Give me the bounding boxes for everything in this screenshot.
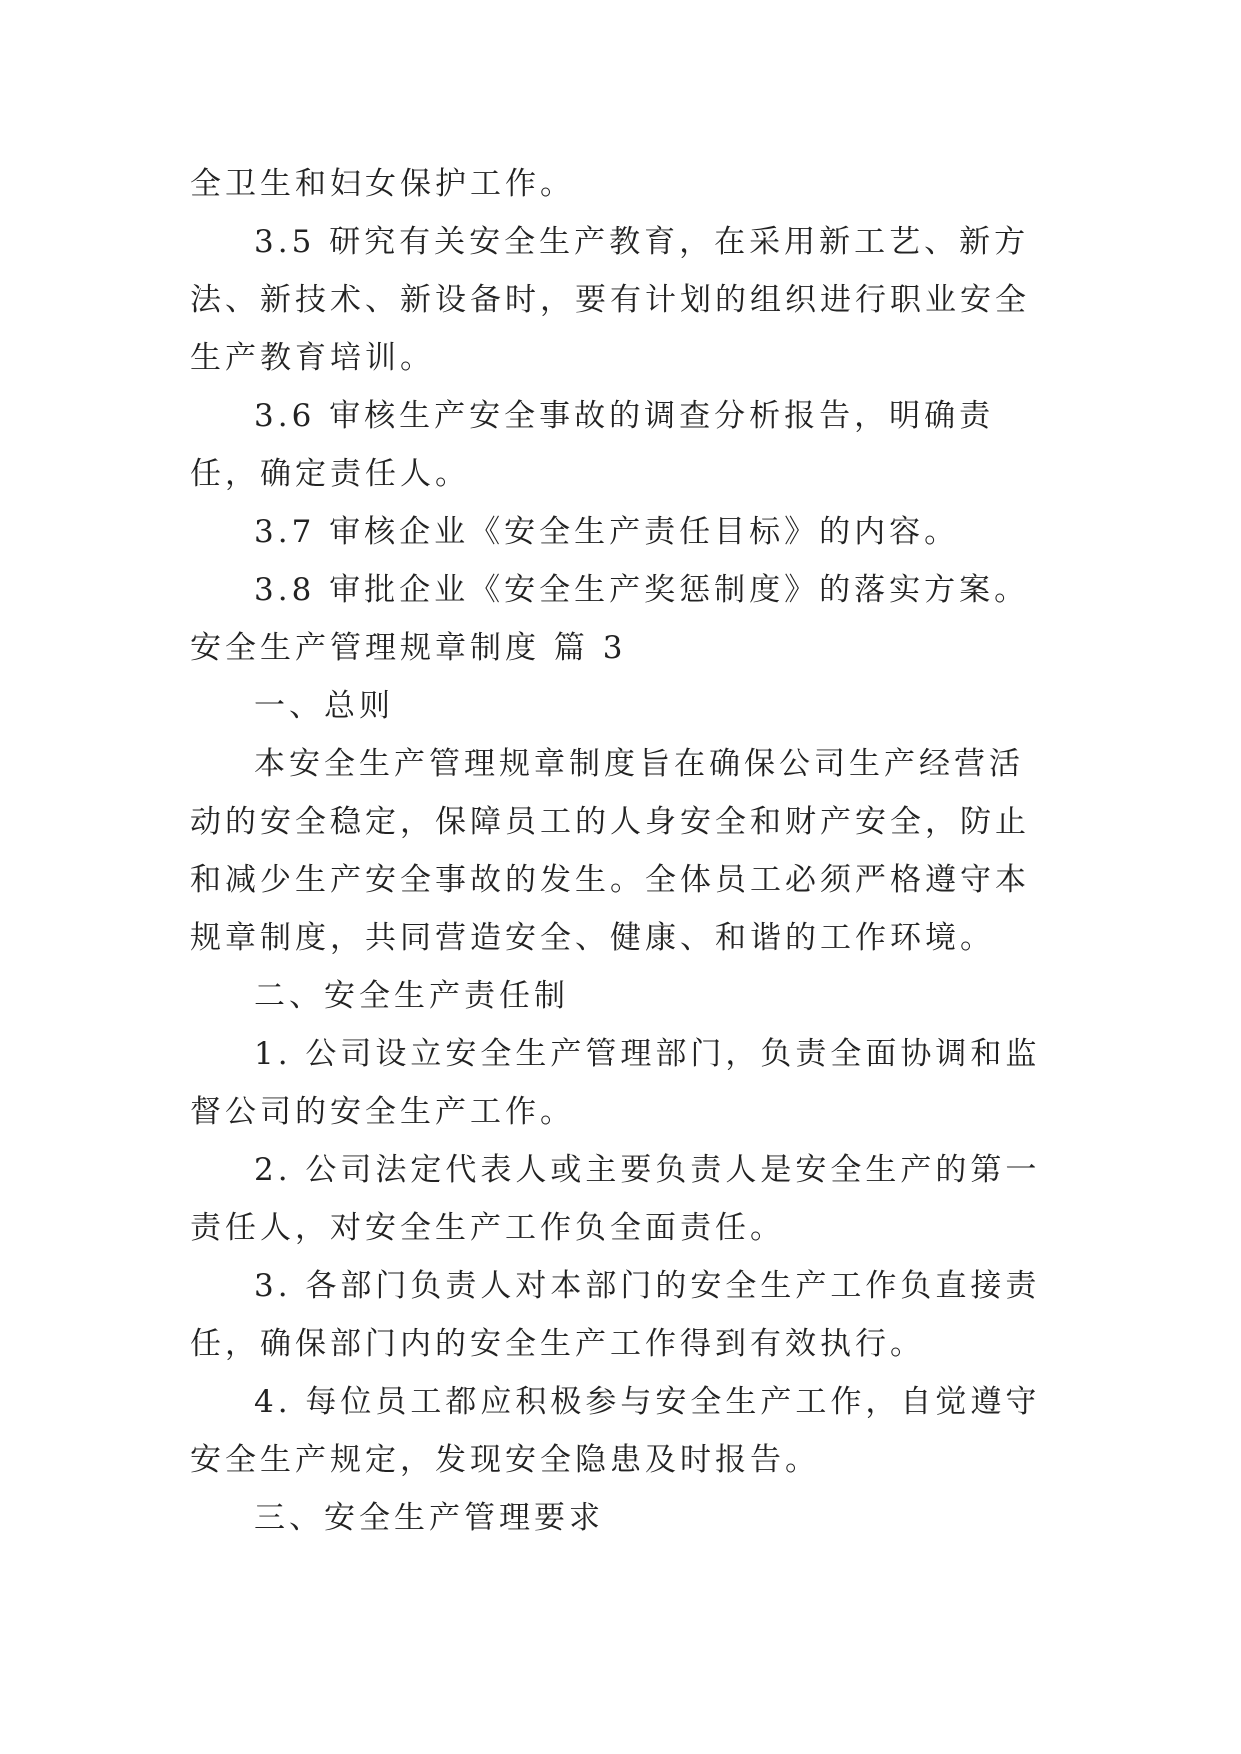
paragraph-general-provisions: 本安全生产管理规章制度旨在确保公司生产经营活动的安全稳定，保障员工的人身安全和财产安全，防止和减少生产安全事故的发生。全体员工必须严格遵守本规章制度，共同营造安全、健康、和谐的工作环境。 [190,746,1030,956]
paragraph-item-1: 1. 公司设立安全生产管理部门，负责全面协调和监督公司的安全生产工作。 [190,1036,1041,1130]
heading-general-provisions: 一、总则 [254,688,394,724]
heading-responsibility-system: 二、安全生产责任制 [254,978,569,1014]
section-title: 安全生产管理规章制度 篇 3 [190,630,627,666]
paragraph-item-4: 4. 每位员工都应积极参与安全生产工作，自觉遵守安全生产规定，发现安全隐患及时报告。 [190,1384,1041,1478]
paragraph-item-3: 3. 各部门负责人对本部门的安全生产工作负直接责任，确保部门内的安全生产工作得到有效执行。 [190,1268,1041,1362]
paragraph-3-7: 3.7 审核企业《安全生产责任目标》的内容。 [254,514,960,550]
document-body [190,155,1050,1547]
paragraph-3-8: 3.8 审批企业《安全生产奖惩制度》的落实方案。 [254,572,1030,608]
paragraph-item-2: 2. 公司法定代表人或主要负责人是安全生产的第一责任人，对安全生产工作负全面责任。 [190,1152,1041,1246]
paragraph-continuation: 全卫生和妇女保护工作。 [190,166,575,202]
paragraph-3-5: 3.5 研究有关安全生产教育，在采用新工艺、新方法、新技术、新设备时，要有计划的组织进行职业安全生产教育培训。 [190,224,1030,376]
paragraph-3-6: 3.6 审核生产安全事故的调查分析报告，明确责任，确定责任人。 [190,398,995,492]
heading-management-requirements: 三、安全生产管理要求 [254,1500,604,1536]
